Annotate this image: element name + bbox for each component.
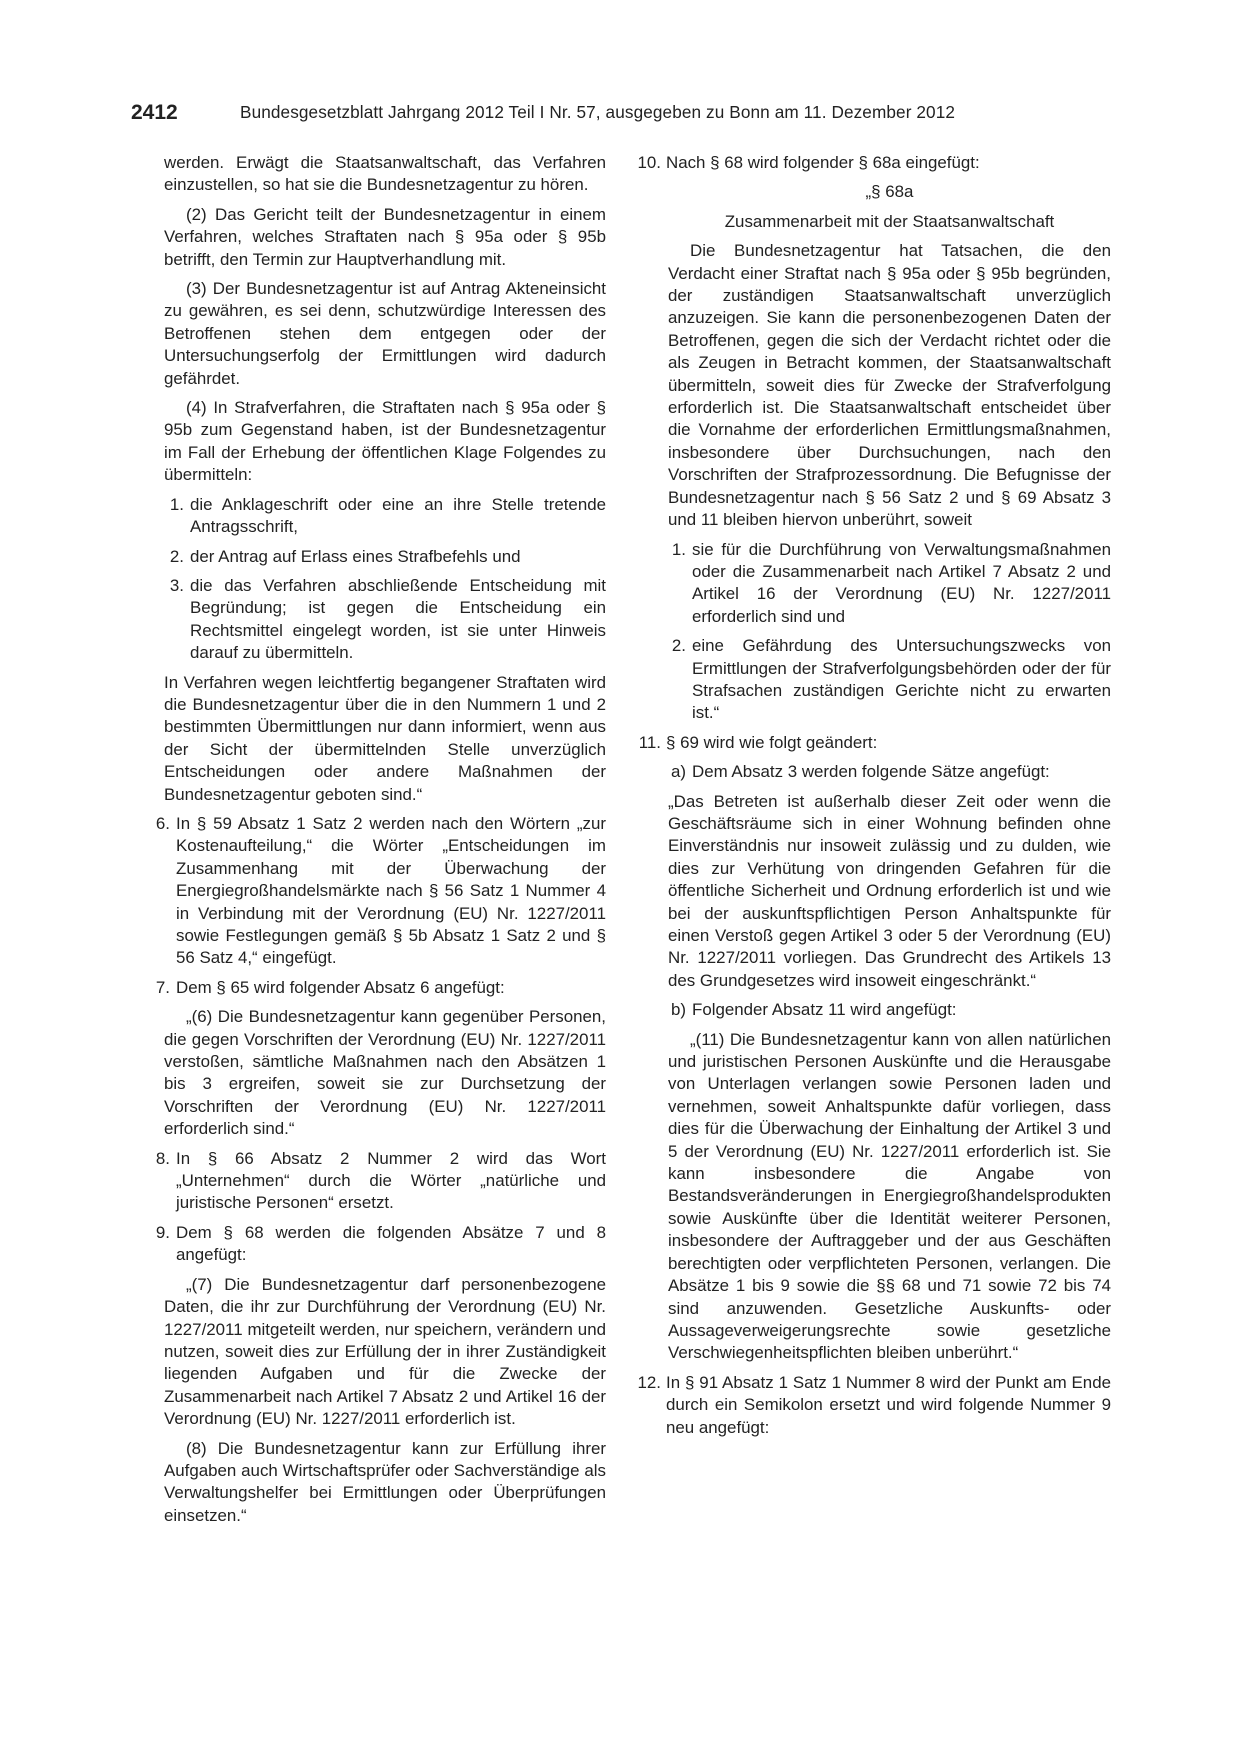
quoted-paragraph: „(6) Die Bundesnetzagentur kann gegenüber Personen, die gegen Vorschriften der Verordnung (EU) Nr. 1227/2011 verstoßen, sämtliche Maßnahmen nach den Absätzen 1 bis 3 ergreifen, soweit sie zur Durchsetzung der Vorschriften der Verordnung (EU) Nr. 1227/2011 erforderlich sind.“ (164, 1007, 606, 1139)
list-number: 1. (671, 539, 686, 559)
quoted-paragraph: „(7) Die Bundesnetzagentur darf personenbezogene Daten, die ihr zur Durchführung der Verordnung (EU) Nr. 1227/2011 mitgeteilt werden, nur speichern, verändern und nutzen, soweit dies zur Erfüllung der in ihrer Zuständigkeit liegenden Aufgaben und für die Zwecke der Zusammenarbeit nach Artikel 7 Absatz 2 und Artikel 16 der Verordnung (EU) Nr. 1227/2011 erforderlich ist. (164, 1274, 606, 1429)
section-number: „§ 68a (865, 182, 914, 202)
list-item (164, 494, 606, 539)
item-number: 9. (155, 1222, 170, 1242)
list-text: eine Gefährdung des Untersuchungszwecks von Ermittlungen der Strafverfolgungsbehörden oder der für Strafsachen zuständigen Gerichte nicht zu erwarten ist.“ (692, 636, 1111, 723)
item-number: 7. (155, 977, 170, 997)
amendment-item-12 (632, 1372, 1111, 1439)
paragraph-4: (4) In Strafverfahren, die Straftaten nach § 95a oder § 95b zum Gegenstand haben, ist der Bundesnetzagentur im Fall der Erhebung der öffentlichen Klage Folgendes zu übermitteln: (164, 398, 606, 485)
paragraph-continuation: werden. Erwägt die Staatsanwaltschaft, das Verfahren einzustellen, so hat sie die Bundesnetzagentur zu hören. (164, 153, 606, 195)
sub-item-a (668, 761, 1111, 783)
section-title: Zusammenarbeit mit der Staatsanwaltschaft (724, 211, 1055, 231)
list-number: 2. (169, 546, 184, 566)
page-header (131, 101, 1111, 127)
item-text: Nach § 68 wird folgender § 68a eingefügt: (666, 153, 980, 172)
list-item (668, 635, 1111, 725)
list-item (668, 539, 1111, 629)
left-column (155, 152, 606, 1527)
paragraph-2: (2) Das Gericht teilt der Bundesnetzagentur in einem Verfahren, welches Straftaten nach § 95a oder § 95b betrifft, den Termin zur Hauptverhandlung mit. (164, 204, 606, 269)
amendment-item-6 (155, 813, 606, 970)
paragraph-3: (3) Der Bundesnetzagentur ist auf Antrag Akteneinsicht zu gewähren, es sei denn, schutzwürdige Interessen des Betroffenen stehen dem entgegen oder der Untersuchungserfolg der Ermittlungen wird dadurch gefährdet. (164, 279, 606, 388)
amendment-item-7 (155, 977, 606, 999)
item-number: 12. (637, 1372, 661, 1392)
list-text: sie für die Durchführung von Verwaltungsmaßnahmen oder die Zusammenarbeit nach Artikel 7 Absatz 2 und Artikel 16 der Verordnung (EU) Nr. 1227/2011 erforderlich sind und (692, 539, 1111, 626)
list-item (164, 575, 606, 665)
sub-item-letter: b) (670, 1000, 686, 1020)
list-text: die Anklageschrift oder eine an ihre Stelle tretende Antragsschrift, (190, 494, 606, 537)
amendment-item-8 (155, 1148, 606, 1215)
amendment-item-11 (632, 732, 1111, 754)
paragraph-closing: In Verfahren wegen leichtfertig begangener Straftaten wird die Bundesnetzagentur über die in den Nummern 1 und 2 bestimmten Übermittlungen nur dann informiert, wenn aus der Sicht der übermittelnden Stelle unverzüglich Entscheidungen oder andere Maßnahmen der Bundesnetzagentur geboten sind.“ (164, 672, 606, 804)
list-item (164, 546, 606, 568)
item-number: 10. (637, 153, 661, 172)
list-number: 3. (169, 575, 184, 595)
sub-item-letter: a) (670, 762, 686, 782)
sub-item-text: Dem Absatz 3 werden folgende Sätze angefügt: (692, 762, 1050, 782)
quoted-paragraph: (8) Die Bundesnetzagentur kann zur Erfüllung ihrer Aufgaben auch Wirtschaftsprüfer oder Sachverständige als Verwaltungshelfer bei Ermittlungen oder Überprüfungen einsetzen.“ (164, 1438, 606, 1525)
sub-item-text: Folgender Absatz 11 wird angefügt: (692, 1000, 957, 1020)
amendment-item-9 (155, 1222, 606, 1267)
sub-item-b (668, 999, 1111, 1021)
running-title: Bundesgesetzblatt Jahrgang 2012 Teil I Nr. 57, ausgegeben zu Bonn am 11. Dezember 2012 (240, 102, 956, 122)
list-text: die das Verfahren abschließende Entscheidung mit Begründung; ist gegen die Entscheidung ein Rechtsmittel eingelegt worden, ist sie unter Hinweis darauf zu übermitteln. (190, 575, 606, 663)
quoted-paragraph: „Das Betreten ist außerhalb dieser Zeit oder wenn die Geschäftsräume sich in einer Wohnung befinden ohne Einverständnis nur insoweit zulässig und zu dulden, wie dies zur Verhütung von dringenden Gefahren für die öffentliche Sicherheit und Ordnung erforderlich ist und wie bei der auskunftspflichtigen Person Anhaltspunkte für einen Verstoß gegen Artikel 3 oder 5 der Verordnung (EU) Nr. 1227/2011 vorliegen. Das Grundrecht des Artikels 13 des Grundgesetzes wird insoweit eingeschränkt.“ (668, 791, 1111, 990)
item-11-subitems (668, 761, 1111, 1365)
item-number: 6. (155, 813, 170, 833)
item-number: 8. (155, 1148, 170, 1168)
list-text: der Antrag auf Erlass eines Strafbefehls und (190, 546, 521, 566)
list-number: 2. (671, 636, 686, 656)
section-body: Die Bundesnetzagentur hat Tatsachen, die den Verdacht einer Straftat nach § 95a oder § 95b begründen, der zuständigen Staatsanwaltschaft unverzüglich anzuzeigen. Sie kann die personenbezogenen Daten der Betroffenen, gegen die sich der Verdacht richtet oder die als Zeugen in Betracht kommen, der Staatsanwaltschaft übermitteln, soweit dies für Zwecke der Strafverfolgung erforderlich ist. Die Staatsanwaltschaft entscheidet über die Vornahme der erforderlichen Ermittlungsmaßnahmen, insbesondere über Durchsuchungen, nach den Vorschriften der Strafprozessordnung. Die Befugnisse der Bundesnetzagentur nach § 56 Satz 2 und § 69 Absatz 3 und 11 bleiben hiervon unberührt, soweit (668, 241, 1111, 530)
item-text: In § 91 Absatz 1 Satz 1 Nummer 8 wird der Punkt am Ende durch ein Semikolon ersetzt und wird folgende Nummer 9 neu angefügt: (666, 1372, 1111, 1437)
item-text: Dem § 65 wird folgender Absatz 6 angefügt: (176, 977, 505, 997)
section-68a (668, 181, 1111, 724)
list-number: 1. (169, 494, 184, 514)
right-column (632, 152, 1111, 1439)
quoted-paragraph: „(11) Die Bundesnetzagentur kann von allen natürlichen und juristischen Personen Auskünfte und die Herausgabe von Unterlagen verlangen sowie Personen laden und vernehmen, soweit Anhaltspunkte dafür vorliegen, dass dies für die Überwachung der Einhaltung der Artikel 3 und 5 der Verordnung (EU) Nr. 1227/2011 erforderlich ist. Sie kann insbesondere die Angabe von Bestandsveränderungen in Energiegroßhandelsprodukten sowie Auskünfte über die Identität weiterer Personen, insbesondere der Auftraggeber und der aus Geschäften berechtigten oder verpflichteten Personen, verlangen. Die Absätze 1 bis 9 sowie die §§ 68 und 71 sowie 72 bis 74 sind anzuwenden. Gesetzliche Auskunfts- oder Aussageverweigerungsrechte sowie gesetzliche Verschwiegenheitspflichten bleiben unberührt.“ (668, 1029, 1111, 1363)
item-text: Dem § 68 werden die folgenden Absätze 7 und 8 angefügt: (176, 1222, 606, 1265)
item-number: 11. (638, 732, 661, 752)
page-number: 2412 (131, 101, 178, 124)
item-text: § 69 wird wie folgt geändert: (666, 732, 878, 752)
amendment-item-10 (632, 152, 1111, 174)
item-text: In § 59 Absatz 1 Satz 2 werden nach den Wörtern „zur Kostenaufteilung,“ die Wörter „Entscheidungen im Zusammenhang mit der Überwachung der Energiegroßhandelsmärkte nach § 56 Satz 1 Nummer 4 in Verbindung mit der Verordnung (EU) Nr. 1227/2011 sowie Festlegungen gemäß § 5b Absatz 1 Satz 2 und § 56 Satz 4,“ eingefügt. (176, 813, 606, 968)
item-text: In § 66 Absatz 2 Nummer 2 wird das Wort „Unternehmen“ durch die Wörter „natürliche und juristische Personen“ ersetzt. (176, 1148, 606, 1213)
